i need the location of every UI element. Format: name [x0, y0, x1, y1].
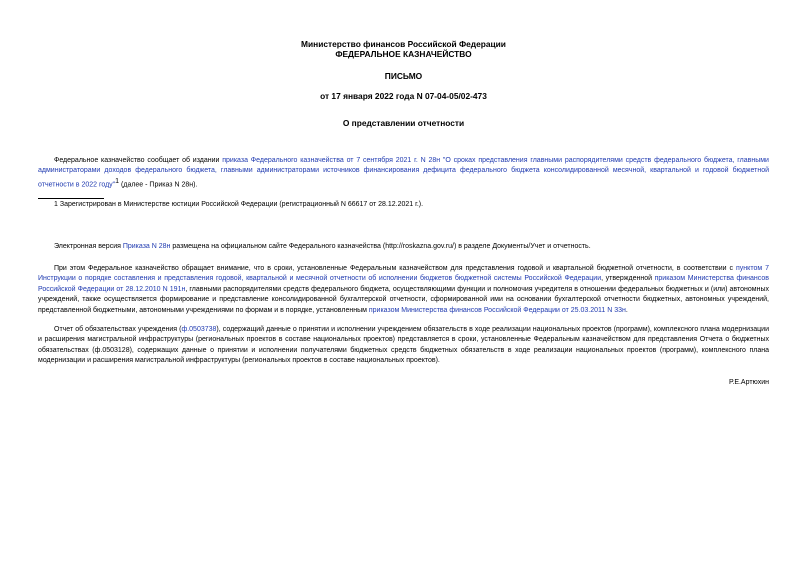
paragraph-text: Электронная версия [54, 243, 123, 250]
paragraph-text: размещена на официальном сайте Федерального казначейства (http://roskazna.gov.ru/) в разделе Документы/Учет и отчетность. [170, 243, 591, 250]
paragraph-text: . [625, 306, 628, 314]
paragraph-text: Отчет об обязательствах учреждения ( [54, 326, 182, 333]
paragraph-order-notice [38, 156, 769, 191]
doc-subject: О представлении отчетности [342, 118, 465, 128]
paragraph-text: ), содержащий данные о принятии и исполнении учреждением обязательств в ходе реализации национальных проектов (программ), комплексного плана модернизации и расширения магистральной инфраструктуры (региональных проектов в составе национальных проектов) представляется в сроки, установленные Федеральным казначейством для представления Отчета о бюджетных обязательствах (ф.0503128), содержащих данные о принятии и исполнении получателями бюджетных средств бюджетных обязательств в ходе реализации национальных проектов (программ), комплексного плана модернизации и расширения магистральной инфраструктуры (региональных проектов в составе национальных проектов). [38, 326, 769, 365]
order-33n-link[interactable]: приказом Министерства финансов Российской Федерации от 25.03.2011 N 33н [368, 306, 626, 314]
order-191n-link[interactable]: приказом Министерства финансов Российской Федерации от 28.12.2010 N 191н [38, 275, 769, 293]
paragraph-electronic-version [38, 242, 769, 252]
order-28n-short-link[interactable]: Приказа N 28н [122, 243, 171, 250]
paragraph-obligations-report [38, 325, 769, 367]
agency-heading: ФЕДЕРАЛЬНОЕ КАЗНАЧЕЙСТВО [335, 49, 472, 59]
footnote-mark: 1 [54, 201, 58, 208]
paragraph-text: , утвержденной [601, 275, 655, 283]
footnote-text: Зарегистрирован в Министерстве юстиции Российской Федерации (регистрационный N 66617 от 28.12.2021 г.). [57, 201, 424, 208]
paragraph-text: Федеральное казначейство сообщает об издании [54, 157, 223, 164]
ministry-heading: Министерство финансов Российской Федерации [301, 39, 506, 49]
footnote-separator [38, 198, 104, 199]
order-28n-link[interactable]: приказа Федерального казначейства от 7 сентября 2021 г. N 28н "О сроках представления главными распорядителями средств федерального бюджета, главными администраторами доходов федерального бюджета, главными администраторами источников финансирования дефицита федерального бюджета консолидированной месячной, квартальной и годовой бюджетной отчетности в 2022 году" [38, 157, 769, 189]
signature: Р.Е.Артюхин [729, 379, 769, 386]
form-0503738-link[interactable]: ф.0503738 [181, 326, 217, 333]
doc-date-number: от 17 января 2022 года N 07-04-05/02-473 [320, 91, 487, 101]
doc-type-heading: ПИСЬМО [384, 71, 423, 81]
footnote-ref[interactable]: 1 [115, 177, 120, 185]
paragraph-text: (далее - Приказ N 28н). [119, 181, 198, 189]
paragraph-reporting-terms [38, 264, 769, 316]
instruction-item7-link[interactable]: пунктом 7 Инструкции о порядке составления и представления годовой, квартальной и месячной отчетности об исполнении бюджетов бюджетной системы Российской Федерации [38, 265, 770, 283]
paragraph-text: , главными распорядителями средств федерального бюджета, осуществляющими функции и полномочия учредителя в отношении федеральных бюджетных и (или) автономных учреждений, также осуществляется формирование и представление консолидированной бухгалтерской отчетности, сформированной ими на основании бухгалтерской отчетности бюджетных, автономных учреждений, представленной бюджетными, автономными учреждениями по формам и в порядке, установленным [38, 285, 769, 314]
paragraph-text: При этом Федеральное казначейство обращает внимание, что в сроки, установленные Федеральным казначейством для представления годовой и квартальной бюджетной отчетности, в соответствии с [54, 265, 737, 272]
footnote [54, 200, 423, 210]
